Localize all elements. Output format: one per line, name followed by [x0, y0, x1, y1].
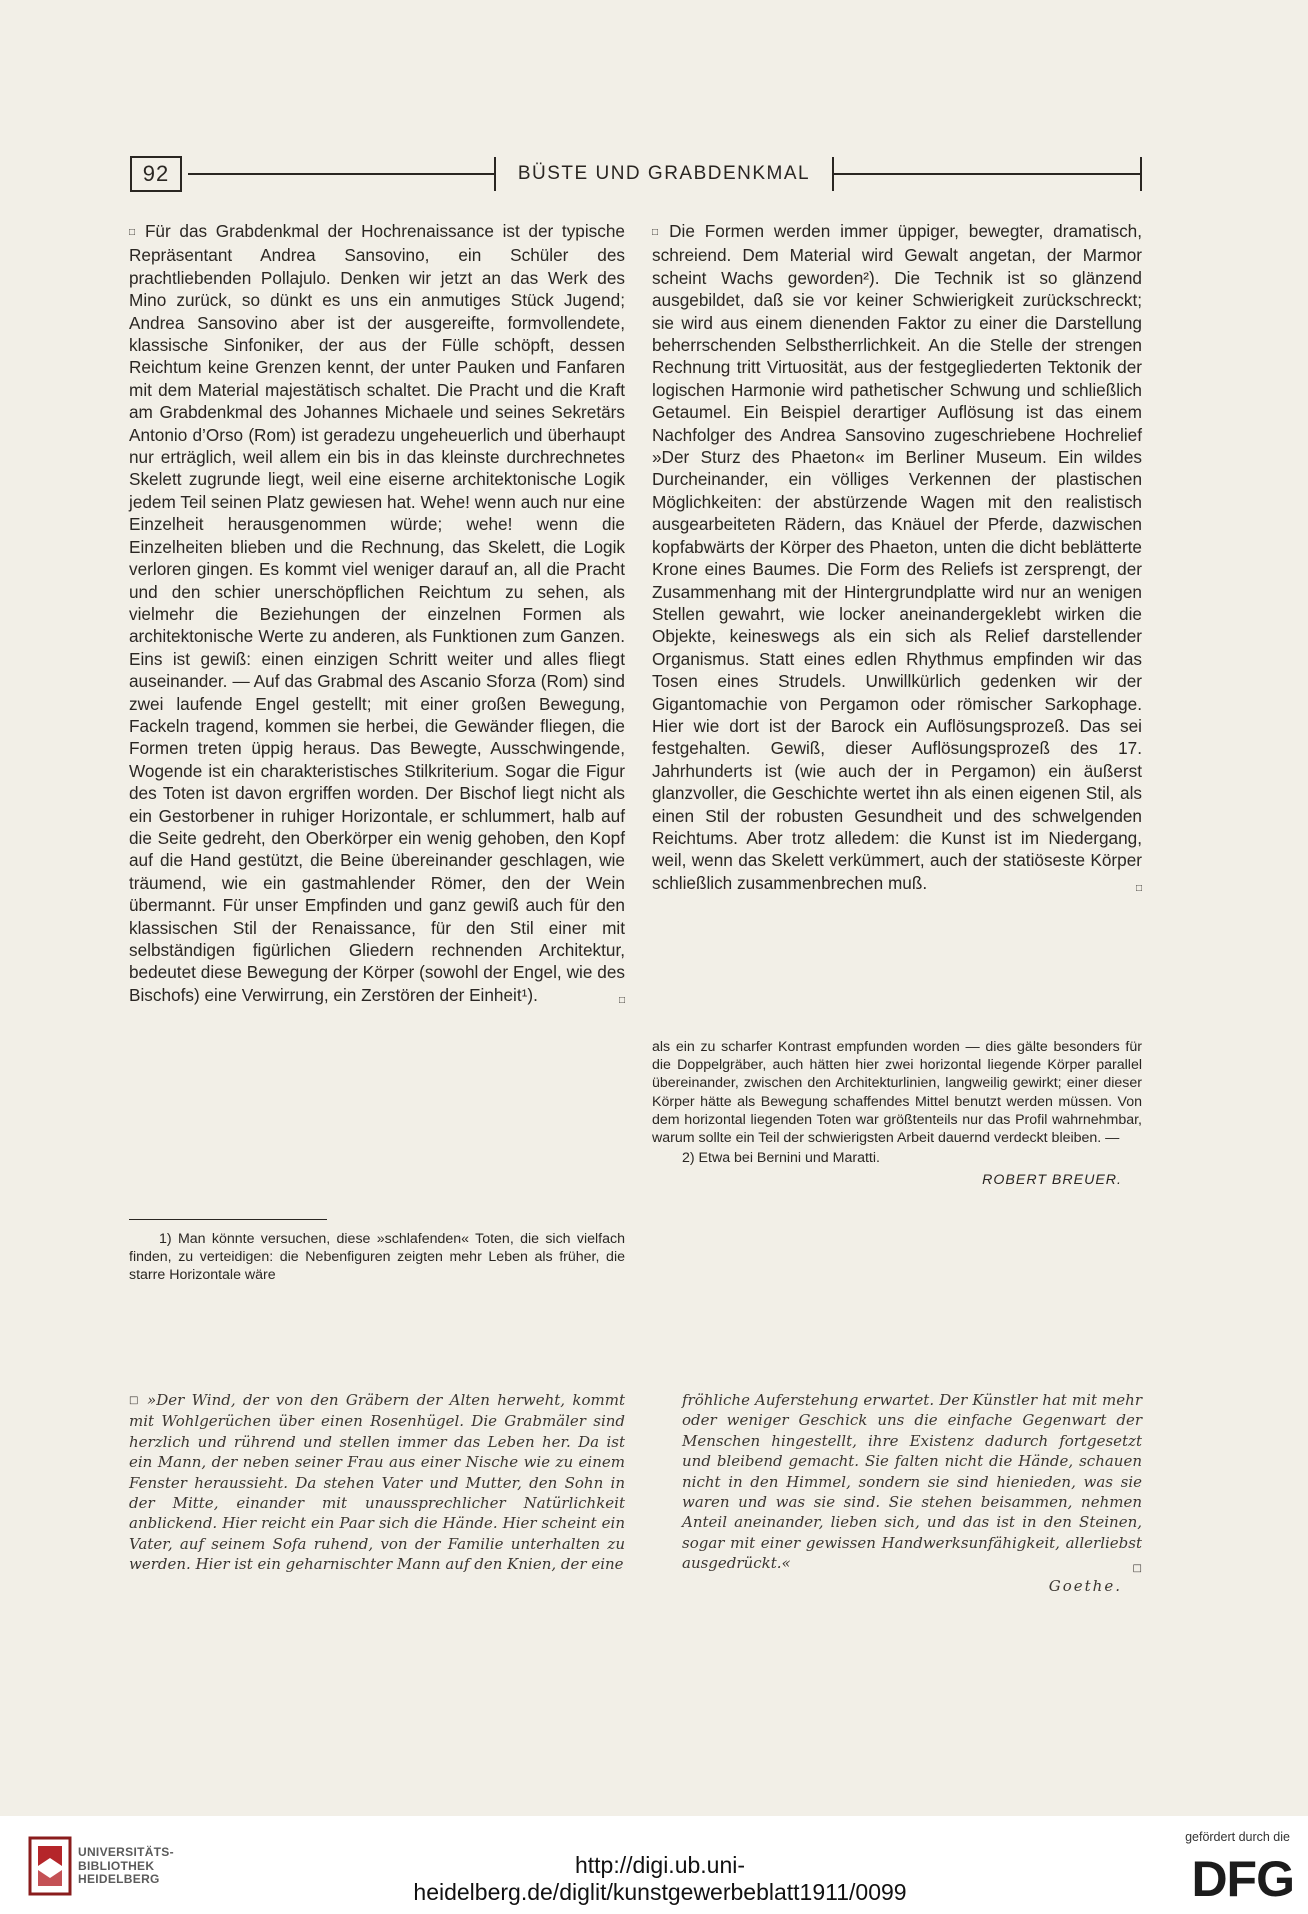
left-column: [129, 220, 625, 1012]
funding-label: gefördert durch die: [1185, 1830, 1290, 1844]
ub-heidelberg-wordmark: [78, 1846, 174, 1887]
left-paragraph-text: Für das Grabdenkmal der Hochrenaissance ist der typische Repräsentant Andrea Sansovino, ein Schüler des prachtliebenden Pollajulo. Denken wir jetzt an das Werk des Mino zurück, so dünkt es uns ein anmutiges Stück Jugend; Andrea Sansovino aber ist der ausgereifte, formvollendete, klassische Sinfoniker, der aus der Fülle schöpft, dessen Reichtum keine Grenzen kennt, der unter Pauken und Fanfaren mit dem Material majestätisch schaltet. Die Pracht und die Kraft am Grabdenkmal des Johannes Michaele und seines Sekretärs Antonio d’Orso (Rom) ist geradezu ungeheuerlich und überhaupt nur erträglich, weil allem ein bis in das kleinste durchrechnetes Skelett zugrunde liegt, weil eine eiserne architektonische Logik jedem Teil seinen Platz gewiesen hat. Wehe! wenn auch nur eine Einzelheit herausgenommen würde; wehe! wenn die Einzelheiten blieben und die Rechnung, das Skelett, die Logik verloren gingen. Es kommt viel weniger darauf an, all die Pracht und den schier unerschöpflichen Reichtum zu sehen, als vielmehr die Beziehungen der einzelnen Formen als architektonische Werte zu anderen, als Funktionen zum Ganzen. Eins ist gewiß: einen einzigen Schritt weiter und alles fliegt auseinander. — Auf das Grabmal des Ascanio Sforza (Rom) sind zwei laufende Engel gestellt; mit einer großen Bewegung, Fackeln tragend, kommen sie herbei, die Gewänder fliegen, die Formen treten üppig heraus. Das Bewegte, Ausschwingende, Wogende ist ein charakteristisches Stilkriterium. Sogar die Figur des Toten ist davon ergriffen worden. Der Bischof liegt nicht als ein Gestorbener in ruhiger Horizontale, er schlummert, halb auf die Seite gedreht, den Oberkörper ein wenig gehoben, den Kopf auf die Hand gestützt, die Beine übereinander geschlagen, wie träumend, wie ein gastmahlender Römer, den der Wein übermannt. Für unser Empfinden und ganz gewiß auch für den klassischen Stil der Renaissance, für den Stil einer mit selbständigen figürlichen Gliedern rechnenden Architektur, bedeutet diese Bewegung der Körper (sowohl der Engel, wie des Bischofs) eine Verwirrung, ein Zerstören der Einheit¹).: [129, 221, 625, 1005]
left-footnote-block: [129, 1207, 625, 1285]
right-paragraph-text: Die Formen werden immer üppiger, bewegter, dramatisch, schreiend. Dem Material wird Gewalt angetan, der Marmor scheint Wachs geworden²). Die Technik ist so glänzend ausgebildet, daß sie vor keiner Schwierigkeit zurückschreckt; sie wird aus einem dienenden Faktor zu einer die Darstellung beherrschenden Selbstherrlichkeit. An die Stelle der strengen Rechnung tritt Virtuosität, aus der festgegliederten Tektonik der logischen Harmonie wird pathetischer Schwung und schließlich Getaumel. Ein Beispiel derartiger Auflösung ist das einem Nachfolger des Andrea Sansovino zugeschriebene Hochrelief »Der Sturz des Phaeton« im Berliner Museum. Ein wildes Durcheinander, ein völliges Verkennen der plastischen Möglichkeiten: der abstürzende Wagen mit den realistisch ausgearbeiteten Rädern, das Knäuel der Pferde, dazwischen kopfabwärts der Körper des Phaeton, unten die dicht beblätterte Krone eines Baumes. Die Form des Reliefs ist zersprengt, der Zusammenhang mit der Hintergrundplatte wird nur an wenigen Stellen gewahrt, wie locker aneinandergeklebt wirken die Objekte, keineswegs als ein sich als Relief darstellender Organismus. Statt eines edlen Rhythmus empfinden wir das Tosen eines Strudels. Unwillkürlich gedenken wir der Gigantomachie von Pergamon oder römischer Sarkophage. Hier wie dort ist der Barock ein Auflösungsprozeß. Das sei festgehalten. Gewiß, dieser Auflösungsprozeß des 17. Jahrhunderts ist (wie auch der in Pergamon) ein äußerst glanzvoller, die Geschichte wertet ihn als einen eigenen Stil, als einen Stil der robusten Gesundheit und des schwelgenden Reichtums. Aber trotz alledem: die Kunst ist im Niedergang, weil, wenn das Skelett verkümmert, auch der statiöseste Körper schließlich zusammenbrechen muß.: [652, 221, 1142, 893]
page-number: [130, 156, 182, 192]
quote-left: [129, 1390, 625, 1575]
ub-heidelberg-logo-icon: [28, 1836, 72, 1896]
header-rule-right: [834, 173, 1140, 175]
paragraph-marker-icon: □: [652, 227, 664, 238]
dfg-logo: DFG: [1191, 1851, 1294, 1907]
quote-right: [682, 1390, 1142, 1596]
paragraph-end-icon: □: [618, 994, 625, 1006]
quote-right-text: fröhliche Auferstehung erwartet. Der Künstler hat mit mehr oder weniger Geschick uns die einfache Gegenwart der Menschen hingestellt, ihre Existenz dadurch fortgesetzt und bleibend gemacht. Sie falten nicht die Hände, schauen nicht in den Himmel, sondern sie sind hienieden, was sie waren und was sie sind. Sie stehen beisammen, nehmen Anteil aneinander, lieben sich, und das ist in den Steinen, sogar mit einer gewissen Handwerksunfähigkeit, allerliebst ausgedrückt.«: [682, 1391, 1142, 1573]
ub-line: BIBLIOTHEK: [78, 1858, 155, 1873]
footnote-rule: [129, 1219, 327, 1220]
page-number-text: 92: [142, 161, 170, 186]
footnote-1-continuation: als ein zu scharfer Kontrast empfunden worden — dies gälte besonders für die Doppelgräber, auch hätten hier zwei horizontal liegende Körper parallel übereinander, zwischen den Architekturlinien, langweilig gewirkt; einer dieser Körper hätte als Bewegung schaffendes Mittel benutzt werden müssen. Von dem horizontal liegenden Toten war größtenteils nur das Profil wahrnehmbar, warum sollte ein Teil der schwierigsten Arbeit dauernd verdeckt bleiben. —: [652, 1039, 1142, 1147]
running-header: [130, 155, 1142, 193]
quote-left-text: »Der Wind, der von den Gräbern der Alten herweht, kommt mit Wohlgerüchen über einen Rosenhügel. Die Grabmäler sind herzlich und rührend und stellen immer das Leben her. Da ist ein Mann, der neben seiner Frau aus einer Nische wie zu einem Fenster heraussieht. Da stehen Vater und Mutter, den Sohn in der Mitte, einander mit unaussprechlicher Natürlichkeit anblickend. Hier reicht ein Paar sich die Hände. Hier scheint ein Vater, auf seinem Sofa ruhend, von der Familie unterhalten zu werden. Hier ist ein geharnischter Mann auf den Knien, der eine: [129, 1391, 626, 1574]
author-signature: ROBERT BREUER.: [982, 1172, 1122, 1189]
footnote-1: 1) Man könnte versuchen, diese »schlafenden« Toten, die sich vielfach finden, zu verteidigen: die Nebenfiguren zeigten mehr Leben als früher, die starre Horizontale wäre: [129, 1231, 625, 1284]
quote-author: Goethe.: [1048, 1576, 1122, 1595]
right-column: [652, 220, 1142, 900]
ub-line: UNIVERSITÄTS-: [78, 1845, 174, 1859]
footer-bar: [0, 1816, 1308, 1914]
header-endcap: [1140, 157, 1142, 191]
header-rule-left: [188, 173, 494, 175]
right-paragraph: [652, 220, 1142, 894]
footnote-2: 2) Etwa bei Bernini und Maratti.: [682, 1150, 880, 1167]
source-url-link[interactable]: http://digi.ub.uni-heidelberg.de/diglit/kunstgewerbeblatt1911/0099: [413, 1852, 907, 1905]
paragraph-marker-icon: □: [129, 227, 139, 238]
left-paragraph: [129, 220, 625, 1006]
quote-marker-icon: □: [129, 1395, 142, 1406]
right-footnote-block: [652, 1038, 1142, 1190]
paragraph-end-icon: □: [1135, 882, 1142, 894]
quote-end-icon: □: [1132, 1563, 1142, 1575]
running-title: BÜSTE UND GRABDENKMAL: [517, 163, 811, 184]
ub-line: HEIDELBERG: [78, 1872, 160, 1886]
